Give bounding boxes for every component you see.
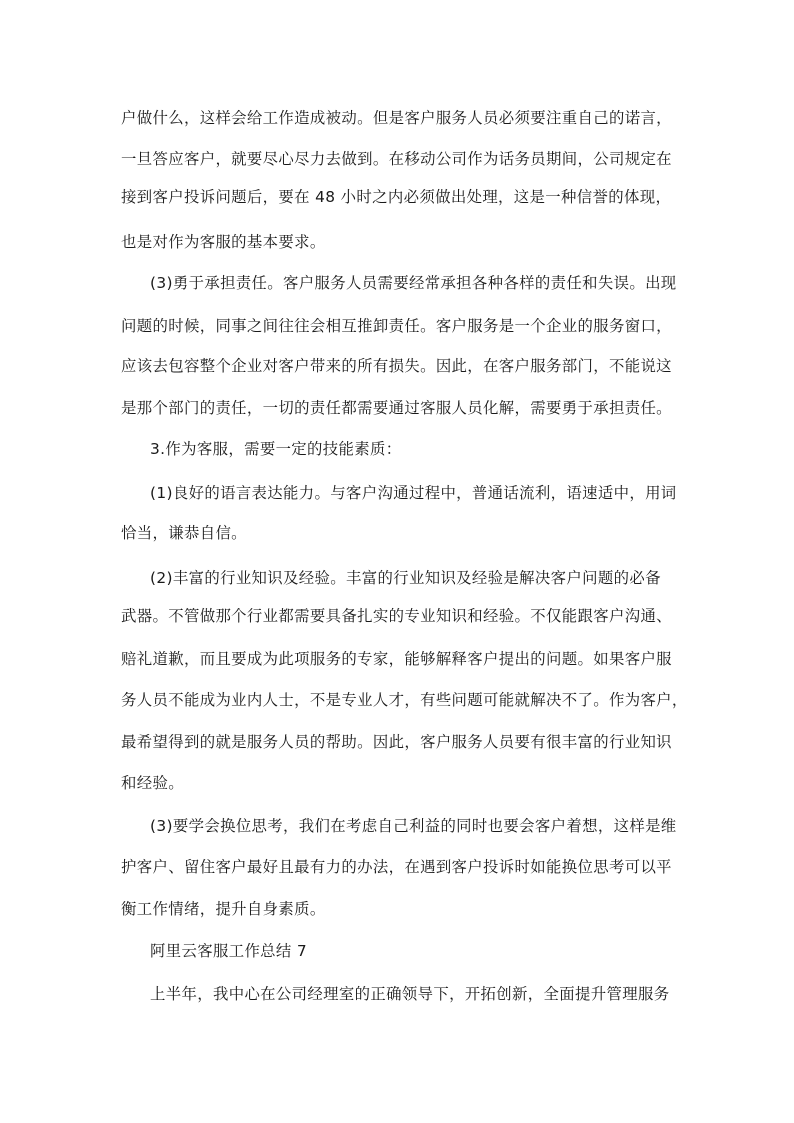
section-heading: 阿里云客服工作总结 7: [150, 942, 308, 960]
text-line: 赔礼道歉，而且要成为此项服务的专家，能够解释客户提出的问题。如果客户服: [121, 650, 672, 668]
paragraph-heading: (1)良好的语言表达能力。与客户沟通过程中，普通话流利，语速适中，用词: [150, 484, 677, 502]
text-line: 问题的时候，同事之间往往会相互推卸责任。客户服务是一个企业的服务窗口，: [121, 317, 672, 335]
section-heading: 3.作为客服，需要一定的技能素质：: [150, 440, 402, 458]
text-line: 接到客户投诉问题后，要在 48 小时之内必须做出处理，这是一种信誉的体现，: [121, 188, 672, 206]
text-line: 应该去包容整个企业对客户带来的所有损失。因此，在客户服务部门，不能说这: [121, 357, 672, 375]
text-line: 务人员不能成为业内人士，不是专业人才，有些问题可能就解决不了。作为客户，: [121, 691, 688, 709]
text-line: 武器。不管做那个行业都需要具备扎实的专业知识和经验。不仅能跟客户沟通、: [121, 607, 672, 625]
text-line: 是那个部门的责任，一切的责任都需要通过客服人员化解，需要勇于承担责任。: [121, 399, 672, 417]
text-line: 衡工作情绪，提升自身素质。: [121, 900, 326, 918]
text-line: 也是对作为客服的基本要求。: [121, 233, 326, 251]
text-line: 和经验。: [121, 774, 184, 792]
text-line: 恰当，谦恭自信。: [121, 524, 247, 542]
paragraph-heading: (3)要学会换位思考，我们在考虑自己利益的同时也要会客户着想，这样是维: [150, 817, 677, 835]
text-line: 一旦答应客户，就要尽心尽力去做到。在移动公司作为话务员期间，公司规定在: [121, 150, 672, 168]
text-line: 最希望得到的就是服务人员的帮助。因此，客户服务人员要有很丰富的行业知识: [121, 733, 672, 751]
text-line: 护客户、留住客户最好且最有力的办法，在遇到客户投诉时如能换位思考可以平: [121, 858, 672, 876]
text-line: 户做什么，这样会给工作造成被动。但是客户服务人员必须要注重自己的诺言，: [121, 109, 672, 127]
paragraph-heading: (2)丰富的行业知识及经验。丰富的行业知识及经验是解决客户问题的必备: [150, 569, 661, 587]
paragraph-heading: 上半年，我中心在公司经理室的正确领导下，开拓创新，全面提升管理服务: [150, 985, 670, 1003]
paragraph-heading: (3)勇于承担责任。客户服务人员需要经常承担各种各样的责任和失误。出现: [150, 274, 677, 292]
